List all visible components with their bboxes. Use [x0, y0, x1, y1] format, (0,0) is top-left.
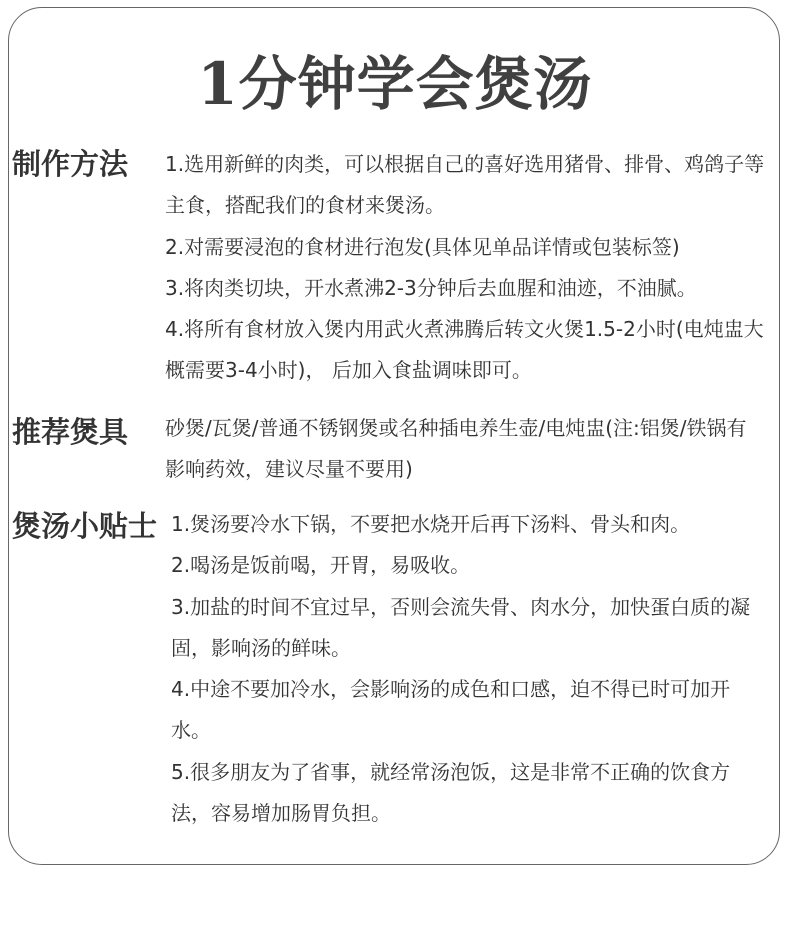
tips-section-heading: 煲汤小贴士 — [12, 509, 158, 543]
tips-section-body — [171, 504, 769, 834]
method-section-body — [165, 144, 765, 392]
tip-2: 2.喝汤是饭前喝，开胃，易吸收。 — [171, 553, 471, 578]
tools-description: 砂煲/瓦煲/普通不锈钢煲或名种插电养生壶/电炖盅(注:铝煲/铁锅有影响药效，建议尽量不要用) — [165, 416, 747, 482]
tools-section-heading: 推荐煲具 — [12, 415, 129, 449]
page-title: 1分钟学会煲汤 — [197, 50, 593, 118]
tip-1: 1.煲汤要冷水下锅，不要把水烧开后再下汤料、骨头和肉。 — [171, 512, 691, 536]
tip-3: 3.加盐的时间不宜过早，否则会流失骨、肉水分，加快蛋白质的凝固，影响汤的鲜味。 — [171, 594, 751, 660]
method-step-4: 4.将所有食材放入煲内用武火煮沸腾后转文火煲1.5-2小时(电炖盅大概需要3-4小时)， 后加入食盐调味即可。 — [165, 317, 764, 383]
tip-5: 5.很多朋友为了省事，就经常汤泡饭，这是非常不正确的饮食方法，容易增加肠胃负担。 — [171, 759, 731, 826]
method-section-heading: 制作方法 — [12, 147, 129, 181]
method-step-1: 1.选用新鲜的肉类，可以根据自己的喜好选用猪骨、排骨、鸡鸽子等主食，搭配我们的食材来煲汤。 — [165, 152, 765, 218]
tools-section-body — [165, 408, 765, 491]
method-step-2: 2.对需要浸泡的食材进行泡发(具体见单品详情或包装标签) — [165, 234, 680, 259]
method-step-3: 3.将肉类切块，开水煮沸2-3分钟后去血腥和油迹，不油腻。 — [165, 275, 697, 300]
tip-4: 4.中途不要加冷水，会影响汤的成色和口感，迫不得已时可加开水。 — [171, 677, 731, 743]
